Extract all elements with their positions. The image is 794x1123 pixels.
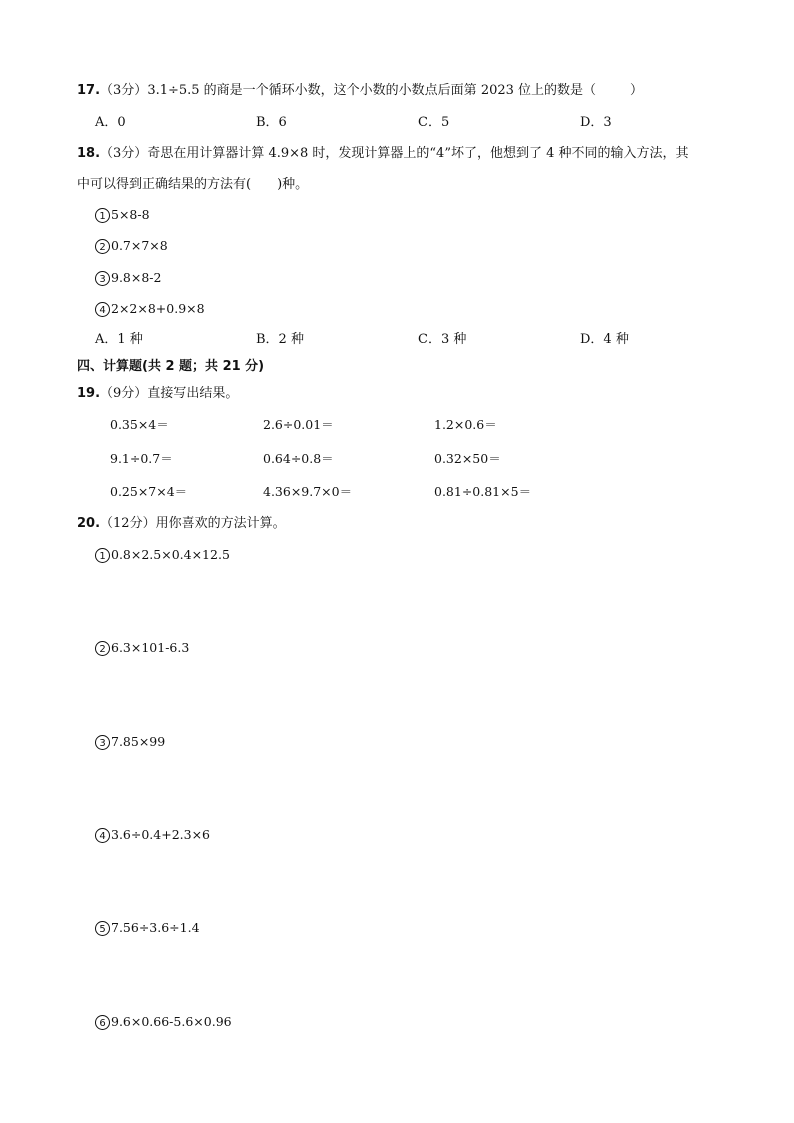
q18-item-4-expr: 2×2×8+0.9×8 [111, 301, 205, 316]
q17-option-c[interactable]: C．5 [418, 115, 450, 130]
q19-number: 19. [77, 386, 101, 401]
q17-stem [77, 83, 643, 99]
q18-option-c[interactable]: C．3 种 [418, 332, 467, 347]
circled-number-2: 2 [95, 641, 110, 656]
q19-calc: 0.32×50＝ [434, 451, 501, 466]
q20-item-6 [95, 1014, 232, 1031]
q20-item-1-expr: 0.8×2.5×0.4×12.5 [111, 547, 230, 562]
q18-text-line1: 奇思在用计算器计算 4.9×8 时，发现计算器上的“4”坏了，他想到了 4 种不同的输入方法，其 [147, 146, 689, 161]
q18-item-2-expr: 0.7×7×8 [111, 238, 168, 253]
q17-close-paren: ） [630, 83, 644, 98]
q17-score: （3分） [100, 83, 148, 98]
q19-stem [77, 386, 238, 402]
q18-option-b[interactable]: B．2 种 [256, 332, 304, 347]
q20-item-5-expr: 7.56÷3.6÷1.4 [111, 920, 200, 935]
q20-item-5 [95, 920, 200, 937]
q18-score: （3分） [100, 146, 148, 161]
q19-score: （9分） [100, 386, 148, 401]
circled-number-1: 1 [95, 548, 110, 563]
circled-number-3: 3 [95, 271, 110, 286]
q17-option-b[interactable]: B．6 [256, 115, 287, 130]
circled-number-2: 2 [95, 239, 110, 254]
circled-number-1: 1 [95, 208, 110, 223]
q18-stem-line1 [77, 146, 689, 162]
q19-calc: 4.36×9.7×0＝ [263, 484, 353, 499]
q17-text: 3.1÷5.5 的商是一个循环小数，这个小数的小数点后面第 2023 位上的数是（ [147, 83, 597, 98]
q19-calc: 0.81÷0.81×5＝ [434, 484, 532, 499]
q20-score: （12分） [100, 516, 156, 531]
q17-option-d[interactable]: D．3 [580, 115, 612, 130]
q17-option-a[interactable]: A．0 [95, 115, 126, 130]
q18-stem-line2 [77, 177, 308, 193]
q18-number: 18. [77, 146, 101, 161]
q18-item-1-expr: 5×8-8 [111, 207, 150, 222]
q20-text: 用你喜欢的方法计算。 [155, 516, 286, 531]
q19-calc: 0.64÷0.8＝ [263, 451, 334, 466]
q18-item-3 [95, 270, 161, 287]
q18-item-2 [95, 238, 168, 255]
q20-item-2 [95, 640, 189, 657]
q20-item-3-expr: 7.85×99 [111, 734, 166, 749]
q19-calc: 9.1÷0.7＝ [110, 451, 173, 466]
q20-number: 20. [77, 516, 101, 531]
q20-item-4-expr: 3.6÷0.4+2.3×6 [111, 827, 211, 842]
circled-number-6: 6 [95, 1015, 110, 1030]
q18-text-line2a: 中可以得到正确结果的方法有( [77, 177, 252, 192]
q18-text-line2b: )种。 [277, 177, 309, 192]
q18-item-3-expr: 9.8×8-2 [111, 270, 162, 285]
circled-number-3: 3 [95, 735, 110, 750]
q20-item-1 [95, 547, 230, 564]
q19-calc: 0.25×7×4＝ [110, 484, 188, 499]
circled-number-4: 4 [95, 302, 110, 317]
q19-calc: 1.2×0.6＝ [434, 417, 497, 432]
section-heading: 四、计算题(共 2 题；共 21 分) [77, 359, 265, 374]
q17-number: 17. [77, 83, 101, 98]
q20-item-2-expr: 6.3×101-6.3 [111, 640, 190, 655]
circled-number-4: 4 [95, 828, 110, 843]
circled-number-5: 5 [95, 921, 110, 936]
q20-stem [77, 516, 286, 532]
q20-item-3 [95, 734, 165, 751]
q20-item-4 [95, 827, 210, 844]
q19-calc: 2.6÷0.01＝ [263, 417, 334, 432]
q18-item-4 [95, 301, 205, 318]
q20-item-6-expr: 9.6×0.66-5.6×0.96 [111, 1014, 232, 1029]
q18-option-d[interactable]: D．4 种 [580, 332, 629, 347]
q19-text: 直接写出结果。 [147, 386, 239, 401]
q18-option-a[interactable]: A．1 种 [95, 332, 143, 347]
q19-calc: 0.35×4＝ [110, 417, 169, 432]
q18-item-1 [95, 207, 150, 224]
